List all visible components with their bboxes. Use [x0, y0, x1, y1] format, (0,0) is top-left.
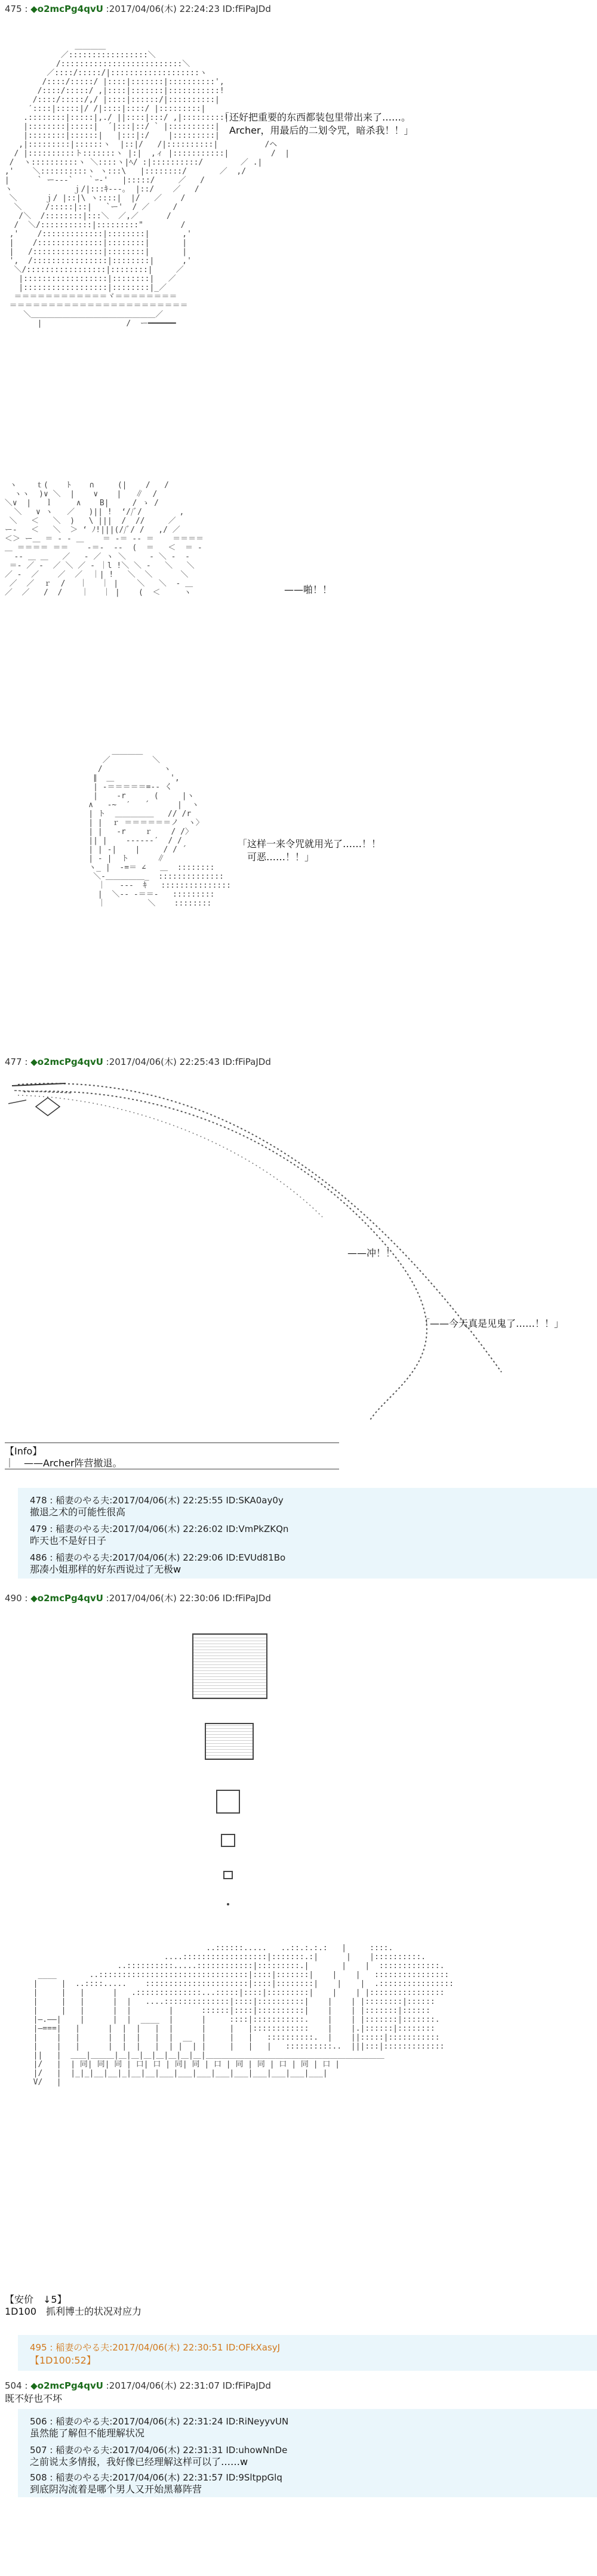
anka-text: 1D100 抓利博士的状况对应力: [5, 2306, 142, 2317]
speech-line: 「还好把重要的东西都装包里带出来了……。: [220, 112, 411, 123]
post-date: :2017/04/06(木) 22:25:43: [103, 1057, 220, 1067]
info-text: ｜ ——Archer阵营撤退。: [5, 1457, 122, 1469]
post-separator: :: [21, 4, 31, 14]
ascii-art-cityscape: ..::::::..... ..::.:.:.: | ::::. ....::::::::::::::::::|:::::::.:| | |::::::::::. ..::::::::::.....::::::::::::|:::::::::.| | | :::::::::::::. ____ ..::::::::::::::::::::::::::::::::|::::|:::::::| | | :::::::::::::::: | | ..::::..... ::::::::::::::::::::::|::::|::::::::| | | .:::::::::::::::: | | | | .::::::::::::::...:::::|::::|:::::::::| | | |:::::::::::::::: | | | | | ....::::::::::::::|::::|::::::::::| | | |::::::::|:::::: | | | | | | ::::::|::::|::::::::::| | | |:::::::|:::::: |—.——| | | | ____ | | ::::|:::::::::::. | | |:::::::|:::::::. |—===| | | | | | | | | |:::::::::::: | |.|::::::|:::::::: | | | | | | | | __ | | | ::::::::::. | ||:::::|::::::::::: | | | | | | | | | | | | | | ::::::::::.. |||:::|::::::::::::: || | ＿＿|＿＿＿|＿|＿|＿|＿|＿|＿|＿|＿＿＿＿＿＿＿＿＿＿＿＿＿＿＿＿＿＿＿＿＿＿＿ |/ | | 同| 同| 同 | 口| 口 | 同| 同 | 口 | 同 | 同 | 口 | 同 | 口 | |/ | |_|_|__|__|_|__|__|___|___|___|___|___|___|___|___|___| V/ |: [33, 1944, 454, 2087]
reply-body: 撤退之术的可能性很高: [30, 1506, 126, 1518]
zoom-square: [192, 1633, 267, 1699]
reply-body: 虽然能了解但不能理解状况: [30, 2427, 145, 2439]
ascii-art-character-hat: ＿＿＿＿ ／:::::::::::::::::＼ /::::::::::::::::::::::::::＼ ／::::/:::::/|:::::::::::::::::::ヽ /::::/:::::/ |::::|:::::::|::::::::::', /::::/:::::/ ,|::::|:::::::|:::::::::::! /::::/:::::/,/ |::::|::::::/|::::::::::| ′::::|:::::|/ /|::::|::::/ |:::::::::| .::::::::|:::::|,./ ||::::|:::/ ,|:::::::::| |::::::::|:::::| ´|:::|::/ ` |::::::::::| |::::::::|::::::| |:::|:/ |:::::::::| ,|:::::::::|::::::ヽ |::|/ /|::::::::::| /ヘ / |::::::::::ト:::::::ヽ |:| ,ィ |:::::::::::| / | / ヽ::::::::::ヽ ＼::::ヽ|ﾍ/ :|::::::::::/ ／ .| ,' ＼::::::::::ヽ ヽ:::\ |::::::::/ ／ ,/ | ` ー--‐` ｀ｰ-' |:::::/ ／ / ヽ ｊ/|:::ｷ-‐‐｡ |::/ ／ / ＼ ｊ/ |::|\ ヽ::::| |/ ／ / ＼ /:::::|::| `ー' / ／ / /＼ /::::::::|:::＼ ／,／ / / ＼/:::::::::::|:::::::::" / ,' /:::::::::::::|::::::::| ,' | /::::::::::::::|::::::::| | | /:::::::::::::::|::::::::| | ', /::::::::::::::::|::::::::| ,' ＼/:::::::::::::::::|::::::::| ／ |::::::::::::::::::|::::::::| ／ |::::::::::::::::::|::::::::|_／ ＝＝＝＝＝＝＝＝＝＝＝＝ヾ＝＝＝＝＝＝＝＝ ＝＝＝＝＝＝＝＝＝＝＝＝＝＝＝＝＝＝＝＝＝＝＝ ＼＿＿＿＿＿＿＿＿＿＿＿＿＿＿＿＿／ | / ー━━━━━━: [4, 42, 290, 328]
zoom-square: [205, 1723, 254, 1760]
reply-body: 之前说太多情报，我好像已经理解这样可以了……w: [30, 2456, 248, 2467]
dice-result: 【1D100:52】: [30, 2355, 96, 2366]
reply-body: 昨天也不是好日子: [30, 1535, 107, 1546]
speech-line: Archer，用最后的二划令咒，暗杀我！！」: [220, 125, 414, 136]
reply-group: [18, 1488, 597, 1579]
reply-header[interactable]: 486 : 稲妻のやる夫:2017/04/06(木) 22:29:06 ID:EVUd81Bo: [30, 1552, 286, 1563]
poster-name: ◆o2mcPg4qvU: [30, 1057, 103, 1067]
post-body: 既不好也不坏: [5, 2393, 63, 2404]
reply-header[interactable]: 507 : 稲妻のやる夫:2017/04/06(木) 22:31:31 ID:uhowNnDe: [30, 2445, 288, 2455]
reply-header[interactable]: 506 : 稲妻のやる夫:2017/04/06(木) 22:31:24 ID:RiNeyyvUN: [30, 2416, 289, 2427]
zoom-square: [216, 1790, 240, 1814]
speech-line: ——冲！！: [347, 1247, 396, 1259]
speech-line: 「这样一来令咒就用光了……！！: [238, 838, 381, 850]
reply-header-text[interactable]: 495 : 稲妻のやる夫:2017/04/06(木) 22:30:51 ID:OFkXasyJ: [30, 2342, 281, 2353]
zoom-dot: [227, 1903, 229, 1905]
post-header: [5, 2, 271, 15]
post-number[interactable]: 504: [5, 2380, 22, 2391]
post-separator: :: [21, 2380, 31, 2391]
poster-id[interactable]: ID:fFiPaJDd: [220, 4, 271, 14]
post-separator: :: [21, 1057, 31, 1067]
reply-body: 到底阴沟流着是哪个男人又开始黑幕阵营: [30, 2484, 202, 2495]
post-header: [5, 2379, 271, 2392]
reply-header[interactable]: [30, 2341, 280, 2353]
speech-bubble: [238, 838, 381, 864]
speech-line: 「——今天真是见鬼了……！！」: [420, 1318, 564, 1329]
reply-body: 那凑小姐那样的好东西说过了无极w: [30, 1564, 181, 1575]
post-separator: :: [21, 1593, 31, 1604]
ascii-art-man: ＿＿＿＿ ／ ＼ / ヽ ∥ ＿ ', | ‐＝＝＝＝＝=‐‐ く | -r ( |ヽ ∧ ‐~ ′ ´ | ヽ | ト ＿＿＿＿＿ // /r | | ｒ ＝＝＝＝＝＝ノ ヽ〉 | | -r ｒ / /〉 || | ‐‐‐‐‐‐′ / / | | ‐| | / / ´ | ‐ | ト ∥ ヽ_ | ‐=＝ ∠ ＿ :::::::: ＼‐＿＿＿＿＿_ :::::::::::::: ｜ ‐‐‐ ｷ ::::::::::::::: | ＼‐‐ ‐＝＝‐ ::::::::: ｜ ＼ ::::::::: [88, 747, 231, 908]
poster-name: ◆o2mcPg4qvU: [30, 1593, 103, 1604]
zoom-square: [223, 1871, 233, 1879]
reply-group: [18, 2335, 597, 2371]
ascii-art-arc-trail: [0, 1062, 597, 1432]
post-header: [5, 1592, 271, 1604]
speech-line: 可恶……！！」: [238, 851, 315, 863]
info-label: 【Info】: [5, 1445, 42, 1457]
post-number[interactable]: 475: [5, 4, 22, 14]
poster-id[interactable]: ID:fFiPaJDd: [220, 2380, 271, 2391]
speech-bubble: [420, 1317, 564, 1330]
reply-header[interactable]: 508 : 稲妻のやる夫:2017/04/06(木) 22:31:57 ID:9SltppGlq: [30, 2472, 282, 2483]
poster-name: ◆o2mcPg4qvU: [30, 2380, 103, 2391]
reply-header[interactable]: 479 : 稲妻のやる夫:2017/04/06(木) 22:26:02 ID:VmPkZKQn: [30, 1524, 289, 1534]
zoom-square: [221, 1834, 235, 1847]
post-number[interactable]: 477: [5, 1057, 22, 1067]
reply-group: [18, 2409, 597, 2497]
poster-id[interactable]: ID:fFiPaJDd: [220, 1593, 271, 1604]
speech-bubble: [347, 1247, 395, 1260]
speech-line: ——啪！！: [284, 584, 333, 595]
poster-id[interactable]: ID:fFiPaJDd: [220, 1057, 271, 1067]
post-date: :2017/04/06(木) 22:24:23: [103, 4, 220, 14]
speech-bubble: [220, 111, 414, 137]
poster-name: ◆o2mcPg4qvU: [30, 4, 103, 14]
speech-bubble: [284, 583, 332, 597]
post-date: :2017/04/06(木) 22:30:06: [103, 1593, 220, 1604]
reply-header[interactable]: 478 : 稲妻のやる夫:2017/04/06(木) 22:25:55 ID:SKA0ay0y: [30, 1495, 284, 1506]
post-number[interactable]: 490: [5, 1593, 22, 1604]
anka-label: 【安价 ↓5】: [5, 2294, 67, 2305]
post-date: :2017/04/06(木) 22:31:07: [103, 2380, 220, 2391]
ascii-art-explosion: ヽ ｔ( ﾄ ∩ (| / / ヽヽ )∨ ＼ | ∨ | ∥ / ＼∨ | ｌ ∧ B| / ゝ / ＼ ∨ ヽ ／ )|| ! ‘//ﾞ/ , ＼ ＜ ＼ ) \ ||| / // ／ ー‐ ＜ ＼ ＞ ‘ ﾉ!|||(//ﾞ/ / ,/ ／ ＜＞ ー＿ ＝ ‐ ‐ ＿ ＝ ‐＝ ‐‐ ＝ ＝＝＝＝ ＿ ＝＝＝＝ ＝＝ ‐＝‐ ‐‐ ( ＝ ＜ ＝ ‐ ‐‐ ＿ ＿ ／ ‐ ／ ヽ ＼ ‐ ＼ ‐ ‐ ＝‐ ／ ‐ ／ ＼ ／ ‐ ｜l !＼ ＼ ‐ ＼ ＼ ／ ‐ ／ ／ ／ ｜| ! ＼ ＼ ＼ ／ ／ ｒ / ｜ ｜ | ＼ ＼ ‐ ＿ ／ ／ / / ｜ ｜ | ( ＜ ヽ: [4, 481, 204, 597]
